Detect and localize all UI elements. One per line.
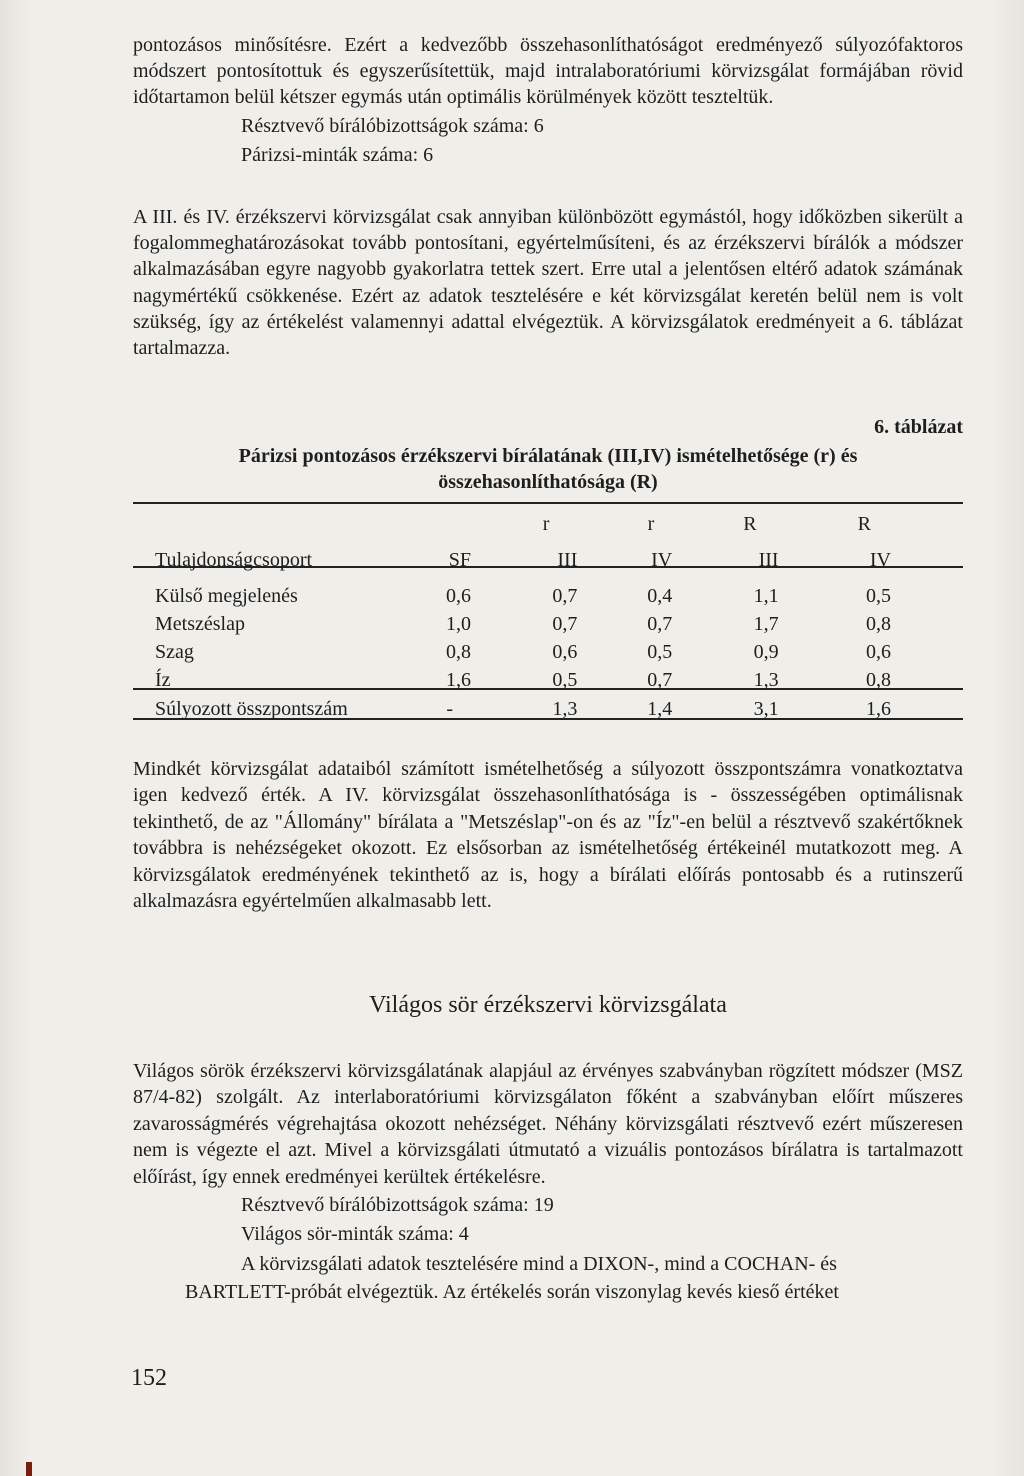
total-cap-r-iv: 1,6 — [866, 698, 891, 720]
paragraph-tests-line-2: BARTLETT-próbát elvégeztük. Az értékelés során viszonylag kevés kieső értéket — [185, 1281, 839, 1304]
cell-cap-r-iii: 1,7 — [753, 613, 779, 635]
table-row — [133, 582, 963, 610]
table-number: 6. táblázat — [874, 416, 963, 438]
cell-cap-r-iii: 0,9 — [753, 641, 779, 663]
paragraph-evaluation-block — [133, 756, 963, 914]
paragraph-rounds-block — [133, 204, 963, 361]
cell-r-iv: 0,7 — [647, 669, 673, 691]
paragraph-intro-block — [133, 32, 963, 168]
table-row — [133, 638, 963, 666]
total-cap-r-iii: 3,1 — [753, 698, 779, 720]
cell-cap-r-iii: 1,3 — [753, 669, 779, 691]
total-sf: - — [446, 698, 453, 720]
table-row — [133, 610, 963, 638]
cell-cap-r-iv: 0,8 — [866, 613, 891, 635]
header-iii: III — [758, 549, 779, 571]
header-property-group: Tulajdonságcsoport — [155, 549, 313, 571]
header-r-iii: r — [542, 513, 550, 535]
cell-sf: 1,6 — [446, 669, 471, 691]
row-label: Külső megjelenés — [155, 585, 298, 607]
table-row — [133, 666, 963, 694]
table-total-row — [133, 694, 963, 724]
cell-cap-r-iv: 0,8 — [866, 669, 891, 691]
cell-r-iii: 0,5 — [552, 669, 578, 691]
samples-count-2: Világos sör-minták száma: 4 — [241, 1223, 469, 1246]
total-r-iii: 1,3 — [552, 698, 578, 720]
committees-count-1: Résztvevő bírálóbizottságok száma: 6 — [241, 114, 544, 137]
section-heading: Világos sör érzékszervi körvizsgálata — [369, 992, 727, 1018]
row-label: Metszéslap — [155, 613, 245, 635]
header-cell — [409, 510, 471, 538]
cell-r-iv: 0,7 — [647, 613, 673, 635]
paragraph-method: pontozásos minősítésre. Ezért a kedvezőbb összehasonlíthatóságot eredményező súlyozófaktoros módszert pontosítottuk és egyszerűsítettük, majd intralaboratóriumi körvizsgálat formájában rövid időtartamon belül kétszer egymás után optimális körülmények között teszteltük. — [133, 34, 963, 109]
paragraph-evaluation: Mindkét körvizsgálat adataiból számított ismételhetőség a súlyozott összpontszámra vonatkoztatva igen kedvező érték. A IV. körvizsgálat összehasonlíthatósága is - összességében optimálisnak tekinthető, de az "Állomány" bírálata a "Metszéslap"-on és az "Íz"-en belül a résztvevő szakértőknek továbbra is nehézségeket okozott. Ez elsősorban az ismételhetőség értékeinél mutatkozott meg. A körvizsgálatok eredményének tekinthető az is, hogy a bírálati előírás pontosabb és a rutinszerű alkalmazásra egyértelműen alkalmasabb lett. — [133, 758, 963, 913]
cell-sf: 0,8 — [446, 641, 471, 663]
results-table — [133, 510, 963, 724]
paragraph-rounds: A III. és IV. érzékszervi körvizsgálat csak annyiban különbözött egymástól, hogy időközben sikerült a fogalommeghatározásokat tovább pontosítani, egyértelműsíteni, és az érzékszervi bírálók a módszer alkalmazásában egyre nagyobb gyakorlatra tettek szert. Erre utal a jelentősen eltérő adatok számának nagymértékű csökkenése. Ezért az adatok tesztelésére e két körvizsgálat keretén belül nem is volt szükség, így az értékelést valamennyi adattal elvégeztük. A körvizsgálatok eredményeit a 6. táblázat tartalmazza. — [133, 206, 963, 360]
row-label: Íz — [155, 669, 171, 691]
header-cell — [133, 510, 409, 538]
table-caption-line-2: összehasonlíthatósága (R) — [438, 471, 658, 493]
table-header-bottom-row — [133, 538, 963, 582]
header-iii: III — [557, 549, 578, 571]
binding-mark — [26, 1462, 32, 1476]
header-cell — [779, 510, 963, 538]
table-header-top-row — [133, 510, 963, 538]
header-cap-r-iv: R — [857, 513, 871, 535]
committees-count-2: Résztvevő bírálóbizottságok száma: 19 — [241, 1194, 554, 1217]
header-cell — [471, 510, 577, 538]
total-label: Súlyozott összpontszám — [155, 698, 348, 720]
page-number: 152 — [131, 1365, 167, 1391]
header-iv: IV — [869, 549, 891, 571]
row-label: Szag — [155, 641, 194, 663]
cell-r-iii: 0,6 — [552, 641, 578, 663]
header-r-iv: r — [647, 513, 655, 535]
table-caption-line-1: Párizsi pontozásos érzékszervi bírálatának (III,IV) ismételhetősége (r) és — [238, 445, 858, 467]
cell-sf: 0,6 — [446, 585, 471, 607]
cell-r-iii: 0,7 — [552, 613, 578, 635]
table-top-rule — [133, 502, 963, 504]
samples-count-1: Párizsi-minták száma: 6 — [241, 143, 434, 166]
paragraph-beer-block — [133, 1058, 963, 1305]
header-iv: IV — [651, 549, 673, 571]
header-cap-r-iii: R — [743, 513, 757, 535]
cell-sf: 1,0 — [446, 613, 471, 635]
cell-r-iv: 0,4 — [647, 585, 673, 607]
paragraph-tests-line-1: A körvizsgálati adatok tesztelésére mind a DIXON-, mind a COCHAN- és — [241, 1253, 837, 1276]
paragraph-beer: Világos sörök érzékszervi körvizsgálatának alapjául az érvényes szabványban rögzített módszer (MSZ 87/4-82) szolgált. Az interlaboratóriumi körvizsgálaton főként a szabványban előírt műszeres zavarosságmérés végrehajtása okozott nehézséget. Néhány körvizsgálati résztvevő ezért műszeresen nem is végezte el azt. Mivel a körvizsgálati útmutató a vizuális pontozásos bírálatra is tartalmazott előírást, így ennek eredményei kerültek értékelésre. — [133, 1060, 963, 1188]
header-cell — [672, 510, 778, 538]
cell-cap-r-iv: 0,6 — [866, 641, 891, 663]
cell-cap-r-iv: 0,5 — [866, 585, 891, 607]
total-r-iv: 1,4 — [647, 698, 673, 720]
cell-r-iv: 0,5 — [647, 641, 673, 663]
cell-r-iii: 0,7 — [552, 585, 578, 607]
cell-cap-r-iii: 1,1 — [753, 585, 779, 607]
header-sf: SF — [448, 549, 471, 571]
header-cell — [577, 510, 672, 538]
